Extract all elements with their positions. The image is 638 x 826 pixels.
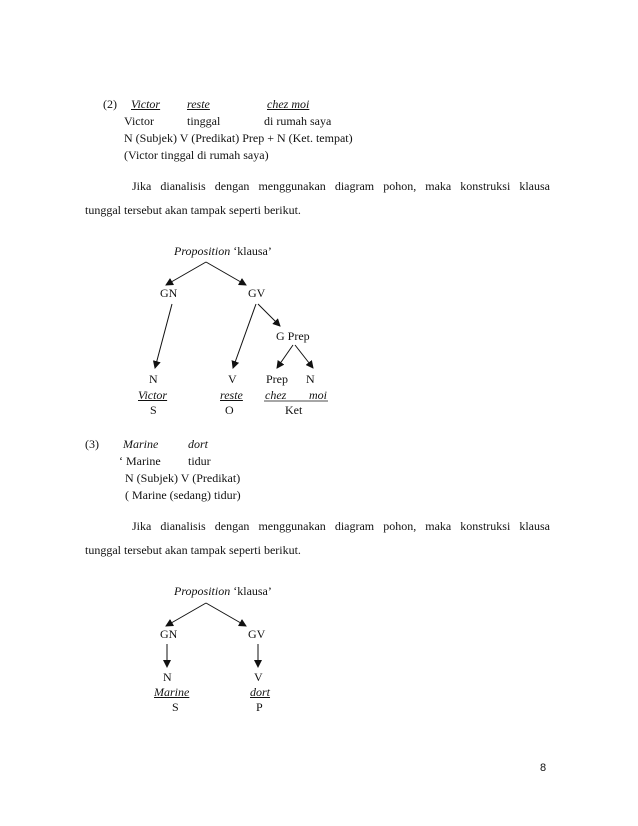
example-3-gloss-tidur: tidur <box>188 454 211 468</box>
tree2-edge-root-gv <box>206 603 246 626</box>
tree1-leaf-victor: Victor <box>138 388 168 402</box>
example-3-word-dort: dort <box>188 437 209 451</box>
example-2-word-victor: Victor <box>131 97 161 111</box>
tree1-node-gprep: G Prep <box>276 329 310 343</box>
tree1-root-word: Proposition <box>174 244 231 258</box>
tree2-node-gn: GN <box>160 627 178 641</box>
tree2-node-n: N <box>163 670 172 684</box>
example-3-translation: ( Marine (sedang) tidur) <box>125 488 241 502</box>
paragraph-2-line-2: tunggal tersebut akan tampak seperti berikut. <box>85 543 301 557</box>
tree1-node-n: N <box>149 372 158 386</box>
tree2-leaf-dort: dort <box>250 685 271 699</box>
tree2-root-word: Proposition <box>174 584 231 598</box>
tree1-node-n2: N <box>306 372 315 386</box>
paragraph-1-line-2: tunggal tersebut akan tampak seperti berikut. <box>85 203 301 217</box>
example-3-number: (3) <box>85 437 99 451</box>
tree2-function-s: S <box>172 700 179 714</box>
tree2-node-gv: GV <box>248 627 266 641</box>
example-2-word-reste: reste <box>187 97 210 111</box>
example-2-gloss-di-rumah-saya: di rumah saya <box>264 114 332 128</box>
tree1-node-gn: GN <box>160 286 178 300</box>
paragraph-1-line-1: Jika dianalisis dengan menggunakan diagram pohon, maka konstruksi klausa <box>132 179 550 193</box>
tree1-leaf-moi: moi <box>309 388 327 402</box>
paragraph-2-line-1: Jika dianalisis dengan menggunakan diagram pohon, maka konstruksi klausa <box>132 519 550 533</box>
tree2-function-p: P <box>256 700 263 714</box>
page-number: 8 <box>540 762 547 774</box>
tree1-function-o: O <box>225 403 234 417</box>
tree1-node-v: V <box>228 372 237 386</box>
example-2-word-chez-moi: chez moi <box>267 97 310 111</box>
tree1-leaf-chez: chez <box>265 388 287 402</box>
tree2-root-label <box>174 584 272 598</box>
tree2-leaf-marine: Marine <box>154 685 190 699</box>
example-3-function-line: N (Subjek) V (Predikat) <box>125 471 241 485</box>
tree1-root-gloss: ‘klausa’ <box>233 244 272 258</box>
example-2-translation: (Victor tinggal di rumah saya) <box>124 148 269 162</box>
example-3-word-marine: Marine <box>123 437 159 451</box>
tree2-root-gloss: ‘klausa’ <box>233 584 272 598</box>
tree1-function-ket: Ket <box>285 403 303 417</box>
tree1-function-s: S <box>150 403 157 417</box>
example-3-gloss-marine: ‘ Marine <box>119 454 161 468</box>
tree2-edge-root-gn <box>166 603 206 626</box>
tree2-node-v: V <box>254 670 263 684</box>
example-2-function-line: N (Subjek) V (Predikat) Prep + N (Ket. tempat) <box>124 131 353 145</box>
tree1-node-prep: Prep <box>266 372 288 386</box>
example-2-number: (2) <box>103 97 117 111</box>
example-2-gloss-tinggal: tinggal <box>187 114 221 128</box>
tree1-node-gv: GV <box>248 286 266 300</box>
tree1-leaf-reste: reste <box>220 388 243 402</box>
example-2-gloss-victor: Victor <box>124 114 154 128</box>
